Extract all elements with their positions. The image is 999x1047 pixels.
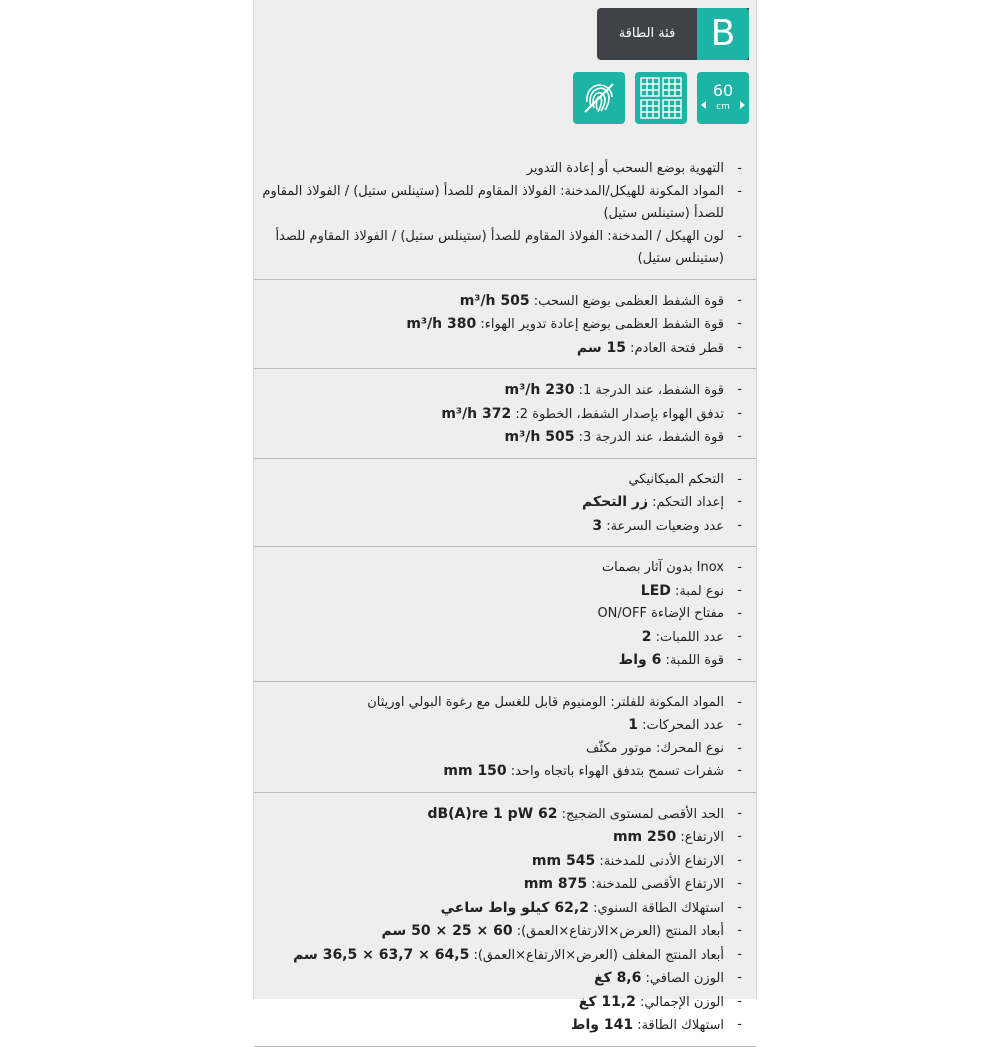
arrow-right-icon	[740, 101, 745, 109]
spec-label: إعداد التحكم:	[648, 495, 724, 510]
spec-item	[254, 515, 742, 539]
spec-item	[254, 873, 742, 897]
spec-item	[254, 313, 742, 337]
grid-filter-icon	[635, 72, 687, 124]
spec-section	[254, 547, 756, 682]
spec-item	[254, 850, 742, 874]
spec-section	[254, 280, 756, 370]
spec-item	[254, 469, 742, 492]
spec-section	[254, 150, 756, 280]
spec-label: قوة الشفط، عند الدرجة 1:	[574, 383, 724, 398]
spec-list	[254, 379, 742, 450]
spec-item	[254, 897, 742, 921]
spec-label: قوة الشفط، عند الدرجة 3:	[574, 430, 724, 445]
spec-list	[254, 158, 742, 271]
width-icon	[697, 72, 749, 124]
spec-item	[254, 967, 742, 991]
spec-value: 141 واط	[570, 1017, 634, 1033]
spec-label: التهوية بوضع السحب أو إعادة التدوير	[526, 161, 724, 176]
spec-value: 380 m³/h	[406, 316, 477, 332]
spec-value: 6 واط	[618, 652, 662, 668]
energy-class-label: فئة الطاقة	[618, 26, 676, 41]
spec-value: 545 mm	[531, 852, 596, 869]
spec-label: الارتفاع الأدنى للمدخنة:	[595, 853, 724, 869]
spec-value: 230 m³/h	[504, 382, 575, 398]
spec-label: نوع المحرك: موتور مكثّف	[585, 740, 724, 756]
spec-label: استهلاك الطاقة السنوي:	[588, 900, 724, 916]
spec-section	[254, 459, 756, 548]
spec-label: الوزن الإجمالي:	[635, 994, 724, 1010]
spec-label: نوع لمبة:	[670, 583, 724, 599]
spec-label: التحكم الميكانيكي	[628, 471, 724, 487]
spec-label: قوة اللمبة:	[661, 653, 724, 668]
spec-label: عدد اللمبات:	[651, 629, 724, 645]
spec-item	[254, 580, 742, 604]
spec-item	[254, 714, 742, 738]
energy-class-letter: B	[697, 8, 749, 60]
spec-item	[254, 379, 742, 403]
spec-item	[254, 557, 742, 580]
spec-item	[254, 920, 742, 944]
spec-label: استهلاك الطاقة:	[633, 1018, 724, 1033]
spec-item	[254, 226, 742, 271]
spec-label: عدد المحركات:	[637, 718, 724, 733]
spec-item	[254, 181, 742, 226]
spec-list	[254, 692, 742, 784]
spec-label: قطر فتحة العادم:	[626, 340, 724, 356]
spec-label: الحد الأقصى لمستوى الضجيج:	[557, 806, 724, 822]
spec-section	[254, 369, 756, 459]
feature-icons	[573, 72, 749, 124]
spec-label: مفتاح الإضاءة ON/OFF	[597, 606, 724, 621]
spec-label: شفرات تسمح بتدفق الهواء باتجاه واحد:	[506, 764, 724, 779]
fingerprint-icon	[573, 72, 625, 124]
spec-sections	[254, 150, 756, 1047]
spec-item	[254, 603, 742, 626]
spec-item	[254, 738, 742, 761]
width-unit: cm	[716, 102, 730, 112]
spec-label: الارتفاع:	[676, 830, 724, 845]
spec-list	[254, 803, 742, 1038]
spec-panel	[253, 0, 757, 1033]
spec-item	[254, 991, 742, 1015]
spec-item	[254, 760, 742, 784]
spec-value: 250 mm	[612, 829, 677, 845]
spec-value: 11,2 كغ	[578, 993, 636, 1010]
spec-list	[254, 469, 742, 539]
spec-item	[254, 290, 742, 314]
spec-label: لون الهيكل / المدخنة: الفولاذ المقاوم للصدأ (ستينلس ستيل) / الفولاذ المقاوم للصدأ (ستينلس ستيل)	[275, 228, 724, 266]
spec-value: 3	[592, 517, 603, 534]
spec-item	[254, 1014, 742, 1038]
spec-value: 64,5 × 63,7 × 36,5 سم	[293, 946, 470, 963]
spec-item	[254, 403, 742, 427]
spec-label: المواد المكونة للهيكل/المدخنة: الفولاذ المقاوم للصدأ (ستينلس ستيل) / الفولاذ المقاوم للصدأ (ستينلس ستيل)	[262, 183, 724, 221]
spec-item	[254, 826, 742, 850]
spec-value: 875 mm	[523, 876, 588, 892]
spec-label: تدفق الهواء بإصدار الشفط، الخطوة 2:	[511, 406, 724, 422]
spec-label: المواد المكونة للفلتر: الومنيوم قابل للغسل مع رغوة البولي اوريثان	[367, 694, 724, 710]
spec-item	[254, 491, 742, 515]
energy-class-badge	[597, 8, 749, 60]
width-value: 60	[712, 81, 734, 100]
spec-label: Inox بدون آثار بصمات	[601, 560, 724, 575]
spec-value: 8,6 كغ	[593, 970, 642, 986]
spec-value: 372 m³/h	[441, 405, 512, 422]
spec-label: أبعاد المنتج (العرض×الارتفاع×العمق):	[512, 924, 724, 939]
spec-label: عدد وضعيات السرعة:	[602, 518, 724, 534]
spec-item	[254, 944, 742, 968]
spec-label: الوزن الصافي:	[641, 971, 724, 986]
spec-section	[254, 682, 756, 793]
spec-value: 2	[641, 628, 652, 645]
spec-value: 505 m³/h	[504, 429, 575, 445]
spec-item	[254, 649, 742, 673]
spec-label: أبعاد المنتج المغلف (العرض×الارتفاع×العمق):	[469, 947, 724, 963]
spec-value: 15 سم	[576, 339, 627, 356]
spec-label: قوة الشفط العظمى بوضع السحب:	[529, 293, 724, 309]
spec-item	[254, 692, 742, 715]
spec-value: 150 mm	[443, 763, 507, 779]
spec-value: 62 dB(A)re 1 pW	[427, 805, 558, 822]
spec-item	[254, 803, 742, 827]
spec-list	[254, 557, 742, 673]
spec-value: زر التحكم	[582, 494, 649, 510]
spec-value: 1	[628, 717, 638, 733]
spec-item	[254, 426, 742, 450]
spec-item	[254, 337, 742, 361]
spec-value: 505 m³/h	[459, 292, 530, 309]
spec-value: 60 × 25 × 50 سم	[381, 923, 513, 939]
spec-value: LED	[640, 582, 671, 599]
spec-item	[254, 626, 742, 650]
spec-label: قوة الشفط العظمى بوضع إعادة تدوير الهواء:	[476, 317, 724, 332]
spec-value: 62,2 كيلو واط ساعي	[440, 899, 589, 916]
spec-section	[254, 793, 756, 1047]
spec-item	[254, 158, 742, 181]
spec-label: الارتفاع الأقصى للمدخنة:	[587, 877, 724, 892]
spec-list	[254, 290, 742, 361]
